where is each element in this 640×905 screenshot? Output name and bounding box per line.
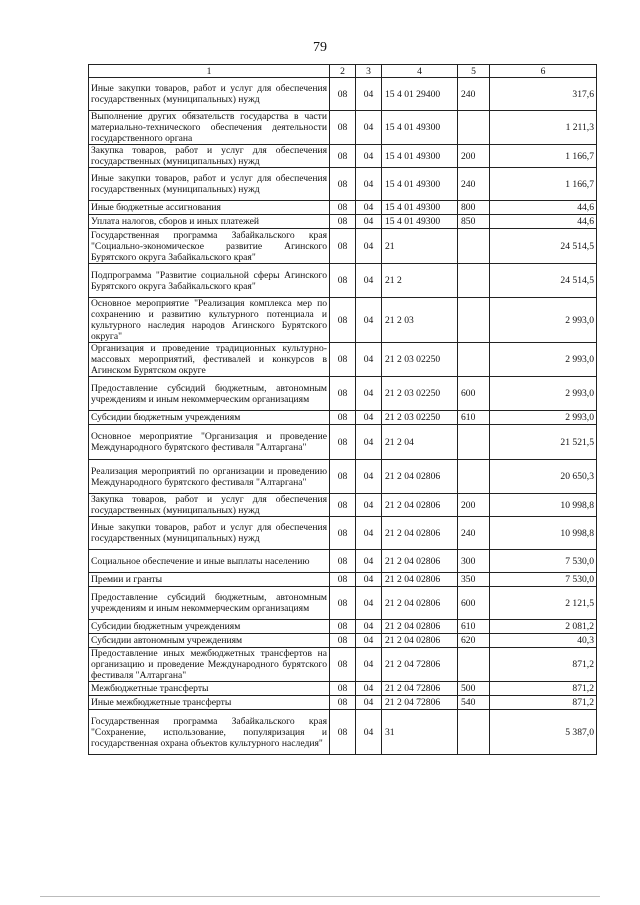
row-section: 08: [330, 229, 356, 264]
row-amount: 871,2: [490, 648, 597, 682]
row-amount: 24 514,5: [490, 229, 597, 264]
row-section: 08: [330, 517, 356, 550]
row-subsection: 04: [356, 460, 382, 494]
row-subsection: 04: [356, 550, 382, 573]
table-row: [89, 343, 597, 377]
row-expense-type: [458, 343, 490, 377]
row-section: 08: [330, 343, 356, 377]
table-row: [89, 425, 597, 460]
row-subsection: 04: [356, 634, 382, 648]
row-target-article: 21 2 04 72806: [382, 682, 458, 696]
row-subsection: 04: [356, 573, 382, 587]
row-target-article: 15 4 01 49300: [382, 215, 458, 229]
table-row: [89, 710, 597, 755]
row-expense-type: [458, 229, 490, 264]
row-amount: 2 993,0: [490, 411, 597, 425]
row-subsection: 04: [356, 494, 382, 517]
bottom-scan-line: [40, 896, 600, 897]
row-section: 08: [330, 377, 356, 411]
row-target-article: 21 2 04 02806: [382, 634, 458, 648]
row-section: 08: [330, 494, 356, 517]
row-name: Предоставление субсидий бюджетным, автономным учреждениям и иным некоммерческим организациям: [89, 377, 330, 411]
row-target-article: 21 2: [382, 264, 458, 298]
row-expense-type: [458, 648, 490, 682]
table-body: [89, 78, 597, 755]
row-name: Основное мероприятие "Реализация комплекса мер по сохранению и развитию культурного потенциала и культурного наследия народов Агинского Бурятского округа": [89, 298, 330, 343]
row-amount: 317,6: [490, 78, 597, 111]
table-row: [89, 145, 597, 168]
row-subsection: 04: [356, 78, 382, 111]
row-expense-type: [458, 710, 490, 755]
row-expense-type: 240: [458, 78, 490, 111]
table-header: [89, 65, 597, 78]
row-target-article: 21: [382, 229, 458, 264]
table-row: [89, 573, 597, 587]
row-amount: 44,6: [490, 201, 597, 215]
row-amount: 40,3: [490, 634, 597, 648]
row-target-article: 21 2 04: [382, 425, 458, 460]
row-name: Иные межбюджетные трансферты: [89, 696, 330, 710]
row-section: 08: [330, 682, 356, 696]
row-section: 08: [330, 573, 356, 587]
row-section: 08: [330, 215, 356, 229]
table-row: [89, 264, 597, 298]
table-row: [89, 648, 597, 682]
row-amount: 2 993,0: [490, 298, 597, 343]
row-name: Иные закупки товаров, работ и услуг для обеспечения государственных (муниципальных) нужд: [89, 78, 330, 111]
row-subsection: 04: [356, 201, 382, 215]
row-amount: 2 081,2: [490, 620, 597, 634]
table-row: [89, 78, 597, 111]
row-subsection: 04: [356, 682, 382, 696]
row-amount: 1 211,3: [490, 111, 597, 145]
row-name: Реализация мероприятий по организации и проведению Международного бурятского фестиваля "Алтаргана": [89, 460, 330, 494]
table-row: [89, 201, 597, 215]
table-row: [89, 411, 597, 425]
row-name: Иные закупки товаров, работ и услуг для обеспечения государственных (муниципальных) нужд: [89, 517, 330, 550]
row-name: Выполнение других обязательств государства в части материально-технического обеспечения деятельности государственного органа: [89, 111, 330, 145]
row-subsection: 04: [356, 229, 382, 264]
row-name: Уплата налогов, сборов и иных платежей: [89, 215, 330, 229]
row-name: Премии и гранты: [89, 573, 330, 587]
row-expense-type: 500: [458, 682, 490, 696]
table-row: [89, 634, 597, 648]
table-row: [89, 494, 597, 517]
row-subsection: 04: [356, 620, 382, 634]
row-expense-type: 610: [458, 620, 490, 634]
row-target-article: 21 2 04 02806: [382, 550, 458, 573]
row-name: Предоставление субсидий бюджетным, автономным учреждениям и иным некоммерческим организациям: [89, 587, 330, 620]
row-target-article: 21 2 04 02806: [382, 517, 458, 550]
row-expense-type: 350: [458, 573, 490, 587]
row-section: 08: [330, 425, 356, 460]
table-row: [89, 168, 597, 201]
row-section: 08: [330, 411, 356, 425]
row-expense-type: 200: [458, 145, 490, 168]
row-target-article: 21 2 04 72806: [382, 696, 458, 710]
row-subsection: 04: [356, 648, 382, 682]
row-subsection: 04: [356, 587, 382, 620]
row-expense-type: 850: [458, 215, 490, 229]
row-target-article: 31: [382, 710, 458, 755]
row-amount: 2 993,0: [490, 377, 597, 411]
row-name: Иные закупки товаров, работ и услуг для обеспечения государственных (муниципальных) нужд: [89, 168, 330, 201]
row-expense-type: [458, 460, 490, 494]
row-section: 08: [330, 111, 356, 145]
row-section: 08: [330, 201, 356, 215]
header-col-3: 3: [356, 65, 382, 78]
row-subsection: 04: [356, 298, 382, 343]
row-expense-type: 240: [458, 517, 490, 550]
row-amount: 10 998,8: [490, 494, 597, 517]
row-target-article: 15 4 01 49300: [382, 111, 458, 145]
row-target-article: 21 2 04 02806: [382, 620, 458, 634]
row-amount: 1 166,7: [490, 168, 597, 201]
row-amount: 2 993,0: [490, 343, 597, 377]
row-amount: 21 521,5: [490, 425, 597, 460]
row-target-article: 15 4 01 49300: [382, 145, 458, 168]
row-expense-type: 300: [458, 550, 490, 573]
header-col-6: 6: [490, 65, 597, 78]
row-section: 08: [330, 145, 356, 168]
row-expense-type: 200: [458, 494, 490, 517]
row-section: 08: [330, 550, 356, 573]
row-name: Закупка товаров, работ и услуг для обеспечения государственных (муниципальных) нужд: [89, 494, 330, 517]
row-name: Основное мероприятие "Организация и проведение Международного бурятского фестиваля "Алтаргана": [89, 425, 330, 460]
table-row: [89, 377, 597, 411]
row-section: 08: [330, 264, 356, 298]
row-expense-type: [458, 298, 490, 343]
page-number: 79: [313, 40, 327, 55]
row-amount: 871,2: [490, 682, 597, 696]
row-target-article: 21 2 03 02250: [382, 377, 458, 411]
row-name: Субсидии бюджетным учреждениям: [89, 620, 330, 634]
table-row: [89, 620, 597, 634]
row-subsection: 04: [356, 215, 382, 229]
row-name: Государственная программа Забайкальского края "Социально-экономическое развитие Агинского Бурятского округа Забайкальского края": [89, 229, 330, 264]
row-subsection: 04: [356, 145, 382, 168]
row-amount: 7 530,0: [490, 550, 597, 573]
header-col-2: 2: [330, 65, 356, 78]
row-name: Организация и проведение традиционных культурно-массовых мероприятий, фестивалей и конкурсов в Агинском Бурятском округе: [89, 343, 330, 377]
table-row: [89, 229, 597, 264]
row-section: 08: [330, 78, 356, 111]
header-col-1: 1: [89, 65, 330, 78]
row-amount: 24 514,5: [490, 264, 597, 298]
row-subsection: 04: [356, 343, 382, 377]
row-name: Закупка товаров, работ и услуг для обеспечения государственных (муниципальных) нужд: [89, 145, 330, 168]
table-row: [89, 215, 597, 229]
row-subsection: 04: [356, 425, 382, 460]
row-name: Подпрограмма "Развитие социальной сферы Агинского Бурятского округа Забайкальского края": [89, 264, 330, 298]
table-row: [89, 587, 597, 620]
row-subsection: 04: [356, 696, 382, 710]
row-expense-type: 620: [458, 634, 490, 648]
budget-table: [88, 64, 597, 755]
row-subsection: 04: [356, 517, 382, 550]
row-target-article: 15 4 01 29400: [382, 78, 458, 111]
row-section: 08: [330, 634, 356, 648]
header-col-5: 5: [458, 65, 490, 78]
row-target-article: 21 2 04 02806: [382, 573, 458, 587]
row-subsection: 04: [356, 710, 382, 755]
row-expense-type: 240: [458, 168, 490, 201]
row-target-article: 21 2 03: [382, 298, 458, 343]
row-name: Субсидии автономным учреждениям: [89, 634, 330, 648]
row-name: Социальное обеспечение и иные выплаты населению: [89, 550, 330, 573]
row-section: 08: [330, 587, 356, 620]
row-target-article: 21 2 03 02250: [382, 411, 458, 425]
row-subsection: 04: [356, 377, 382, 411]
row-target-article: 21 2 04 72806: [382, 648, 458, 682]
row-name: Государственная программа Забайкальского края "Сохранение, использование, популяризация и государственная охрана объектов культурного наследия": [89, 710, 330, 755]
row-target-article: 21 2 04 02806: [382, 460, 458, 494]
table-row: [89, 298, 597, 343]
row-name: Иные бюджетные ассигнования: [89, 201, 330, 215]
table-row: [89, 550, 597, 573]
row-subsection: 04: [356, 264, 382, 298]
row-target-article: 21 2 03 02250: [382, 343, 458, 377]
table-row: [89, 682, 597, 696]
row-amount: 7 530,0: [490, 573, 597, 587]
table-row: [89, 696, 597, 710]
row-expense-type: [458, 425, 490, 460]
row-amount: 5 387,0: [490, 710, 597, 755]
header-row: [89, 65, 597, 78]
row-amount: 2 121,5: [490, 587, 597, 620]
row-target-article: 15 4 01 49300: [382, 168, 458, 201]
row-expense-type: 610: [458, 411, 490, 425]
row-section: 08: [330, 620, 356, 634]
row-section: 08: [330, 696, 356, 710]
row-subsection: 04: [356, 111, 382, 145]
row-amount: 1 166,7: [490, 145, 597, 168]
row-name: Предоставление иных межбюджетных трансфертов на организацию и проведение Международного бурятского фестиваля "Алтаргана": [89, 648, 330, 682]
row-name: Субсидии бюджетным учреждениям: [89, 411, 330, 425]
row-expense-type: 800: [458, 201, 490, 215]
row-section: 08: [330, 298, 356, 343]
row-expense-type: [458, 111, 490, 145]
row-amount: 10 998,8: [490, 517, 597, 550]
row-expense-type: 600: [458, 377, 490, 411]
row-section: 08: [330, 460, 356, 494]
row-section: 08: [330, 648, 356, 682]
row-expense-type: 600: [458, 587, 490, 620]
table-row: [89, 517, 597, 550]
table-row: [89, 460, 597, 494]
row-amount: 871,2: [490, 696, 597, 710]
table-row: [89, 111, 597, 145]
row-target-article: 21 2 04 02806: [382, 587, 458, 620]
row-expense-type: [458, 264, 490, 298]
row-subsection: 04: [356, 168, 382, 201]
header-col-4: 4: [382, 65, 458, 78]
row-name: Межбюджетные трансферты: [89, 682, 330, 696]
row-subsection: 04: [356, 411, 382, 425]
row-amount: 20 650,3: [490, 460, 597, 494]
row-section: 08: [330, 168, 356, 201]
row-amount: 44,6: [490, 215, 597, 229]
row-expense-type: 540: [458, 696, 490, 710]
row-target-article: 15 4 01 49300: [382, 201, 458, 215]
row-target-article: 21 2 04 02806: [382, 494, 458, 517]
row-section: 08: [330, 710, 356, 755]
